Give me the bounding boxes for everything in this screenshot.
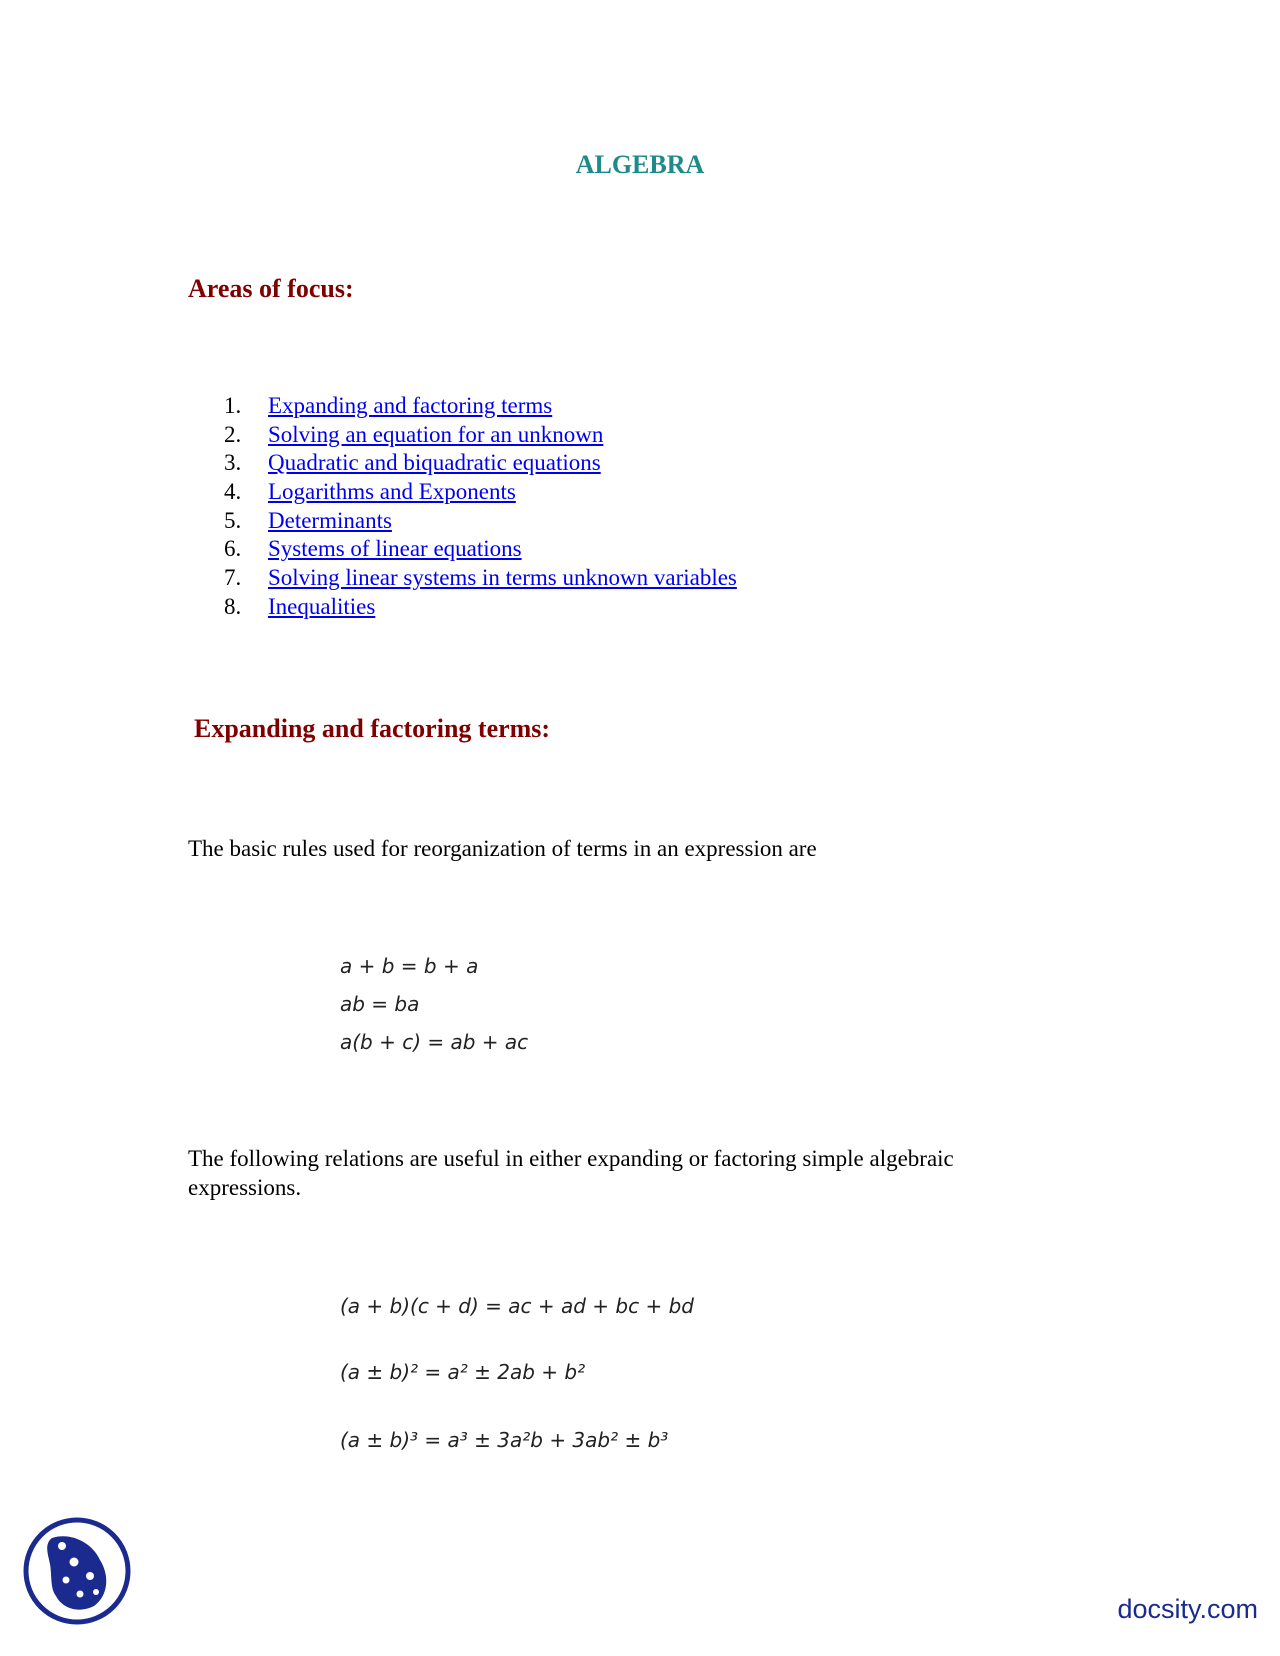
toc-number: 8. — [224, 593, 242, 619]
toc-link-determinants[interactable]: Determinants — [268, 507, 392, 533]
toc-number: 5. — [224, 507, 242, 533]
toc-link-expanding[interactable]: Expanding and factoring terms — [268, 393, 553, 418]
equation-cube-of-sum: (a ± b)³ = a³ ± 3a²b + 3ab² ± b³ — [340, 1428, 669, 1452]
equation-commutative-product: ab = ba — [340, 992, 420, 1016]
toc-item — [218, 421, 737, 450]
docsity-logo-icon — [22, 1516, 132, 1626]
docsity-brand-text[interactable]: docsity.com — [1117, 1594, 1258, 1624]
equation-distributive: a(b + c) = ab + ac — [340, 1030, 529, 1054]
toc-number: 3. — [224, 450, 242, 476]
toc-number: 4. — [224, 479, 242, 505]
intro-paragraph: The basic rules used for reorganization of terms in an expression are — [188, 836, 817, 861]
toc-item — [218, 535, 737, 564]
toc-list — [218, 392, 737, 622]
toc-number: 6. — [224, 536, 242, 562]
toc-item — [218, 449, 737, 478]
toc-item — [218, 507, 737, 536]
toc-item — [218, 392, 737, 421]
toc-link-solving-equation[interactable]: Solving an equation for an unknown — [268, 421, 604, 447]
page-title: ALGEBRA — [575, 150, 705, 179]
toc-item — [218, 593, 737, 622]
toc-item — [218, 478, 737, 507]
toc-number: 2. — [224, 421, 242, 447]
toc-number: 1. — [224, 393, 242, 418]
toc-link-quadratic[interactable]: Quadratic and biquadratic equations — [268, 450, 601, 476]
relations-paragraph: The following relations are useful in either expanding or factoring simple algebraic expressions. — [188, 1146, 954, 1200]
equation-product-of-sums: (a + b)(c + d) = ac + ad + bc + bd — [340, 1294, 694, 1318]
equation-square-of-sum: (a ± b)² = a² ± 2ab + b² — [340, 1360, 586, 1384]
toc-link-logarithms[interactable]: Logarithms and Exponents — [268, 479, 516, 505]
equation-commutative-sum: a + b = b + a — [340, 954, 479, 978]
areas-heading: Areas of focus: — [188, 274, 354, 303]
toc-link-inequalities[interactable]: Inequalities — [268, 593, 376, 619]
toc-link-linear-systems[interactable]: Systems of linear equations — [268, 536, 522, 562]
toc-link-linear-systems-unknowns[interactable]: Solving linear systems in terms unknown variables — [268, 565, 737, 591]
section-heading: Expanding and factoring terms: — [194, 714, 551, 743]
toc-item — [218, 564, 737, 593]
toc-number: 7. — [224, 565, 242, 591]
